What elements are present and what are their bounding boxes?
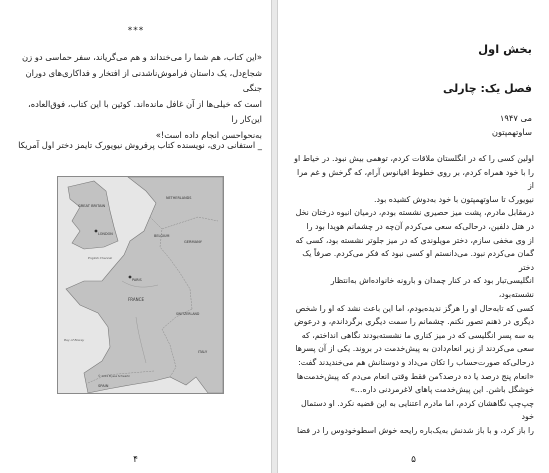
epigraph-quote (16, 50, 262, 144)
map-label-germany: GERMANY (184, 240, 202, 244)
map-label-paris: PARIS (132, 278, 142, 282)
map-label-bay-of-biscay: Bay of Biscay (64, 338, 85, 342)
map-label-switzerland: SWITZERLAND (176, 312, 200, 316)
date-line: می ۱۹۴۷ (499, 113, 532, 123)
map-label-france: FRANCE (128, 297, 144, 302)
body-line: به سه پسر انگلیسی که در میز کناری ما نشسته‌بودند نگاهی انداختم، که (301, 330, 534, 340)
body-line: کسی که تابه‌حال او را هرگز ندیده‌بودم، اما این باعث نشد که او را شخص (295, 303, 534, 313)
quote-line: است که خیلی‌ها از آن غافل مانده‌اند. کوئین با این کتاب، فوق‌العاده، این‌کار را (28, 98, 262, 125)
map-label-london: LONDON (98, 232, 113, 236)
map-label-english-channel: English Channel (88, 256, 113, 260)
paris-marker (129, 276, 132, 279)
map-caption: © 2019 Elyssa Schwartz (98, 375, 130, 378)
body-line: گمان می‌کردم نبود. می‌دانستم او کسی نبود که فکر می‌کردم. صرفاً یک دختر (302, 249, 534, 272)
section-ornament: *** (127, 26, 145, 36)
map-label-netherlands: NETHERLANDS (166, 196, 192, 200)
right-page (277, 0, 549, 473)
chapter-body (293, 152, 534, 437)
body-line: را باز کرد، و با باز شدنش به‌یک‌باره رایحه خوش اسطوخودوس را در فضا (297, 425, 534, 435)
body-line: را با خود همراه کردم، بر روی خطوط اقیانوس آرام، که گرخش و غم مرا از (297, 167, 534, 191)
map-label-spain: SPAIN (98, 384, 109, 388)
left-page (0, 0, 272, 473)
body-line: انگلیسی‌تبار بود که در کنار چمدان و بارونه خانواده‌اش به‌انتظار نشسته‌بود، (330, 276, 534, 299)
page-number-right: ۵ (411, 455, 416, 465)
europe-map-graphic (58, 177, 223, 393)
part-title: بخش اول (478, 42, 532, 56)
body-line: درحالی‌که صورت‌حساب را تکان می‌داد و دوستانش هم می‌خندیدند گفت: (298, 357, 534, 367)
map-label-italy: ITALY (198, 350, 208, 354)
quote-line: «این کتاب، هم شما را می‌خنداند و هم می‌گریاند، سفر حماسی دو زن (22, 52, 262, 62)
body-line: اولین کسی را که در انگلستان ملاقات کردم، توهمی بیش نبود. در خیاط او (294, 154, 534, 163)
body-line: از وی مخفی سازم، دختر مویلوندی که در میز جلوتر نشسته بود، کسی که (295, 235, 534, 245)
quote-line: شجاع‌دل، یک داستان فراموش‌ناشدنی از افتخار و فداکاری‌های دوران جنگی (25, 67, 262, 94)
london-marker (95, 230, 98, 233)
body-line: چپ‌چپ نگاهشان کردم، اما مادرم اعتنایی به این قضیه نکرد. او دستمال خود (301, 398, 534, 422)
chapter-title: فصل یک: چارلی (443, 82, 532, 95)
body-line: «انعام پنج درصد یا ده درصد؟من فقط وقتی انعام می‌دم که پیش‌خدمت‌ها (296, 371, 534, 381)
body-line: خوشگل باشن. این پیش‌خدمت پاهای لاغرمردنی داره...» (350, 385, 534, 395)
quote-line: به‌نحواحسن انجام داده است!» (155, 129, 262, 140)
map-label-great-britain: GREAT BRITAIN (78, 204, 106, 208)
quote-attribution: _ استفانی دری، نویسنده کتاب پرفروش نیویورک تایمز دختر اول آمریکا (18, 140, 262, 150)
body-line: نیویورک تا ساوتهمپتون با خود به‌دوش کشیده بود. (373, 194, 534, 204)
body-line: دیگری در ذهنم تصور نکنم. چشمانم را سمت دیگری برگرداندم، و درعوض (294, 317, 534, 327)
page-number-left: ۴ (133, 455, 138, 465)
body-line: در هتل دلفین، درحالی‌که سعی می‌کردم آن‌چه در چشمانم هویدا بود را (306, 221, 534, 231)
body-line: سعی می‌کردند از زیر انعام‌دادن به پیش‌خدمت در بروند. یکی از آن پسرها (295, 344, 534, 354)
chapter-dateline (492, 111, 532, 139)
map-label-belgium: BELGIUM (154, 234, 170, 238)
body-line: درمقابل مادرم، پشت میز حصیری نشسته بودم، درمیان انبوه درختان نخل (295, 208, 534, 218)
europe-map (57, 176, 224, 394)
location-line: ساوتهمپتون (491, 127, 532, 137)
